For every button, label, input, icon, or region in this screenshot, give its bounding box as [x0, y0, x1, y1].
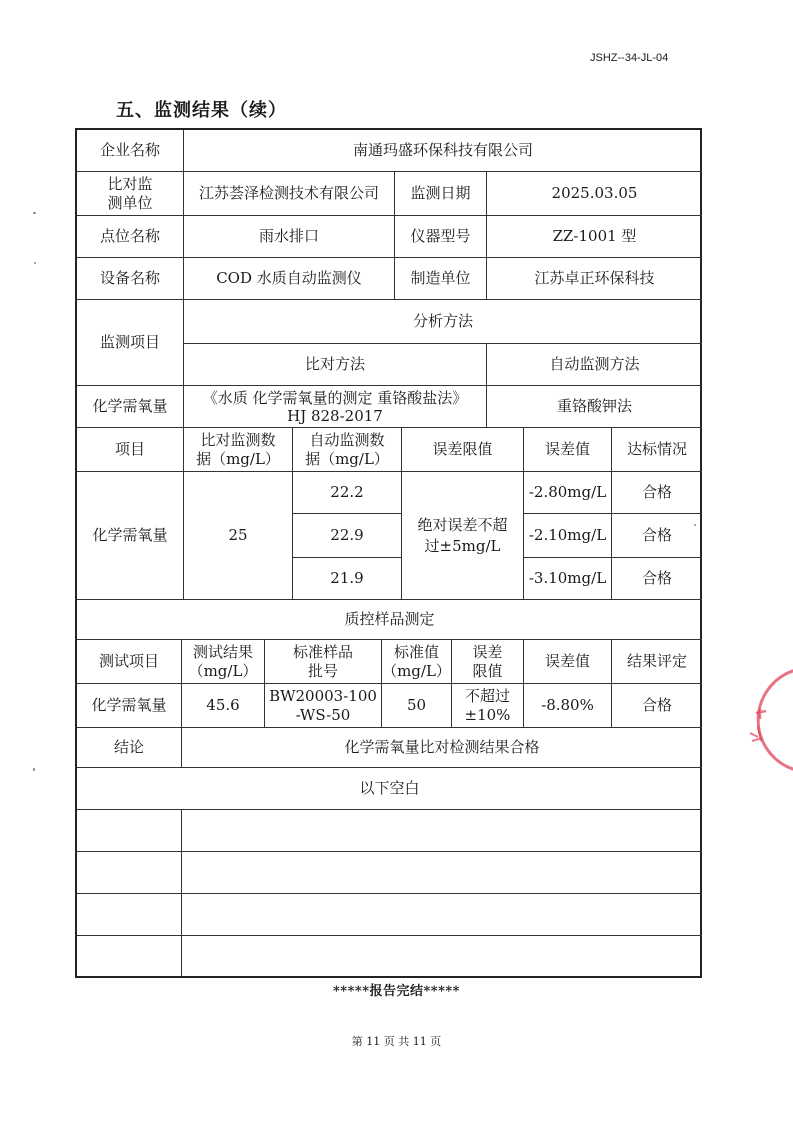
- qc-header-item: 测试项目: [77, 640, 182, 684]
- qc-batch: BW20003-100 -WS-50: [265, 684, 382, 728]
- comparison-header-auto: 自动监测数 据（mg/L）: [293, 428, 402, 472]
- doc-code: JSHZ--34-JL-04: [590, 52, 669, 64]
- comparison-reference-value: 25: [184, 472, 293, 600]
- qc-header-limit: 误差 限值: [452, 640, 524, 684]
- comparison-header-item: 项目: [77, 428, 184, 472]
- monitoring-date-label: 监测日期: [395, 172, 487, 216]
- comparison-header-error: 误差值: [524, 428, 612, 472]
- comparison-method-label: 比对方法: [184, 344, 487, 386]
- blank-cell-right: [182, 810, 702, 852]
- monitoring-date-value: 2025.03.05: [487, 172, 702, 216]
- status-value-3: 合格: [612, 558, 702, 600]
- results-table: [75, 128, 702, 978]
- conclusion-label: 结论: [77, 728, 182, 768]
- blank-cell-left: [77, 936, 182, 976]
- page-number: 第 11 页 共 11 页: [351, 1035, 442, 1048]
- qc-header-error: 误差值: [524, 640, 612, 684]
- comparison-header-status: 达标情况: [612, 428, 702, 472]
- blank-cell-right: [182, 852, 702, 894]
- blank-cell-left: [77, 810, 182, 852]
- blank-cell-right: [182, 936, 702, 976]
- scan-speck: [33, 768, 35, 771]
- auto-method-value: 重铬酸钾法: [487, 386, 702, 428]
- qc-error: -8.80%: [524, 684, 612, 728]
- blank-cell-left: [77, 852, 182, 894]
- auto-method-label: 自动监测方法: [487, 344, 702, 386]
- analysis-method-label: 分析方法: [184, 300, 702, 344]
- qc-header-batch: 标准样品 批号: [265, 640, 382, 684]
- comparison-unit-label: 比对监 测单位: [77, 172, 184, 216]
- comparison-header-reference: 比对监测数 据（mg/L）: [184, 428, 293, 472]
- error-value-2: -2.10mg/L: [524, 514, 612, 558]
- comparison-unit-value: 江苏荟泽检测技术有限公司: [184, 172, 395, 216]
- status-value-1: 合格: [612, 472, 702, 514]
- blank-cell-left: [77, 894, 182, 936]
- device-value: COD 水质自动监测仪: [184, 258, 395, 300]
- auto-value-3: 21.9: [293, 558, 402, 600]
- error-limit-value: 绝对误差不超 过±5mg/L: [402, 472, 524, 600]
- qc-standard: 50: [382, 684, 452, 728]
- qc-header-evaluation: 结果评定: [612, 640, 702, 684]
- qc-header-standard: 标准值 （mg/L）: [382, 640, 452, 684]
- qc-header-result: 测试结果 （mg/L）: [182, 640, 265, 684]
- qc-item: 化学需氧量: [77, 684, 182, 728]
- manufacturer-label: 制造单位: [395, 258, 487, 300]
- auto-value-1: 22.2: [293, 472, 402, 514]
- qc-title: 质控样品测定: [77, 600, 702, 640]
- monitoring-item-label: 监测项目: [77, 300, 184, 386]
- conclusion-value: 化学需氧量比对检测结果合格: [182, 728, 702, 768]
- company-value: 南通玛盛环保科技有限公司: [184, 130, 702, 172]
- instrument-model-label: 仪器型号: [395, 216, 487, 258]
- qc-result: 45.6: [182, 684, 265, 728]
- scan-speck: [34, 262, 36, 264]
- scan-speck: [33, 212, 36, 214]
- qc-limit: 不超过 ±10%: [452, 684, 524, 728]
- comparison-parameter: 化学需氧量: [77, 472, 184, 600]
- seal-stamp-icon: [738, 665, 793, 775]
- blank-note: 以下空白: [77, 768, 702, 810]
- report-end-marker: *****报告完结*****: [333, 984, 460, 999]
- company-label: 企业名称: [77, 130, 184, 172]
- qc-evaluation: 合格: [612, 684, 702, 728]
- device-label: 设备名称: [77, 258, 184, 300]
- comparison-method-value: 《水质 化学需氧量的测定 重铬酸盐法》 HJ 828-2017: [184, 386, 487, 428]
- manufacturer-value: 江苏卓正环保科技: [487, 258, 702, 300]
- status-value-2: 合格: [612, 514, 702, 558]
- point-label: 点位名称: [77, 216, 184, 258]
- method-parameter: 化学需氧量: [77, 386, 184, 428]
- error-value-1: -2.80mg/L: [524, 472, 612, 514]
- blank-cell-right: [182, 894, 702, 936]
- error-value-3: -3.10mg/L: [524, 558, 612, 600]
- scan-speck: [694, 524, 696, 526]
- auto-value-2: 22.9: [293, 514, 402, 558]
- point-value: 雨水排口: [184, 216, 395, 258]
- instrument-model-value: ZZ-1001 型: [487, 216, 702, 258]
- comparison-header-error-limit: 误差限值: [402, 428, 524, 472]
- section-title: 五、监测结果（续）: [116, 100, 287, 121]
